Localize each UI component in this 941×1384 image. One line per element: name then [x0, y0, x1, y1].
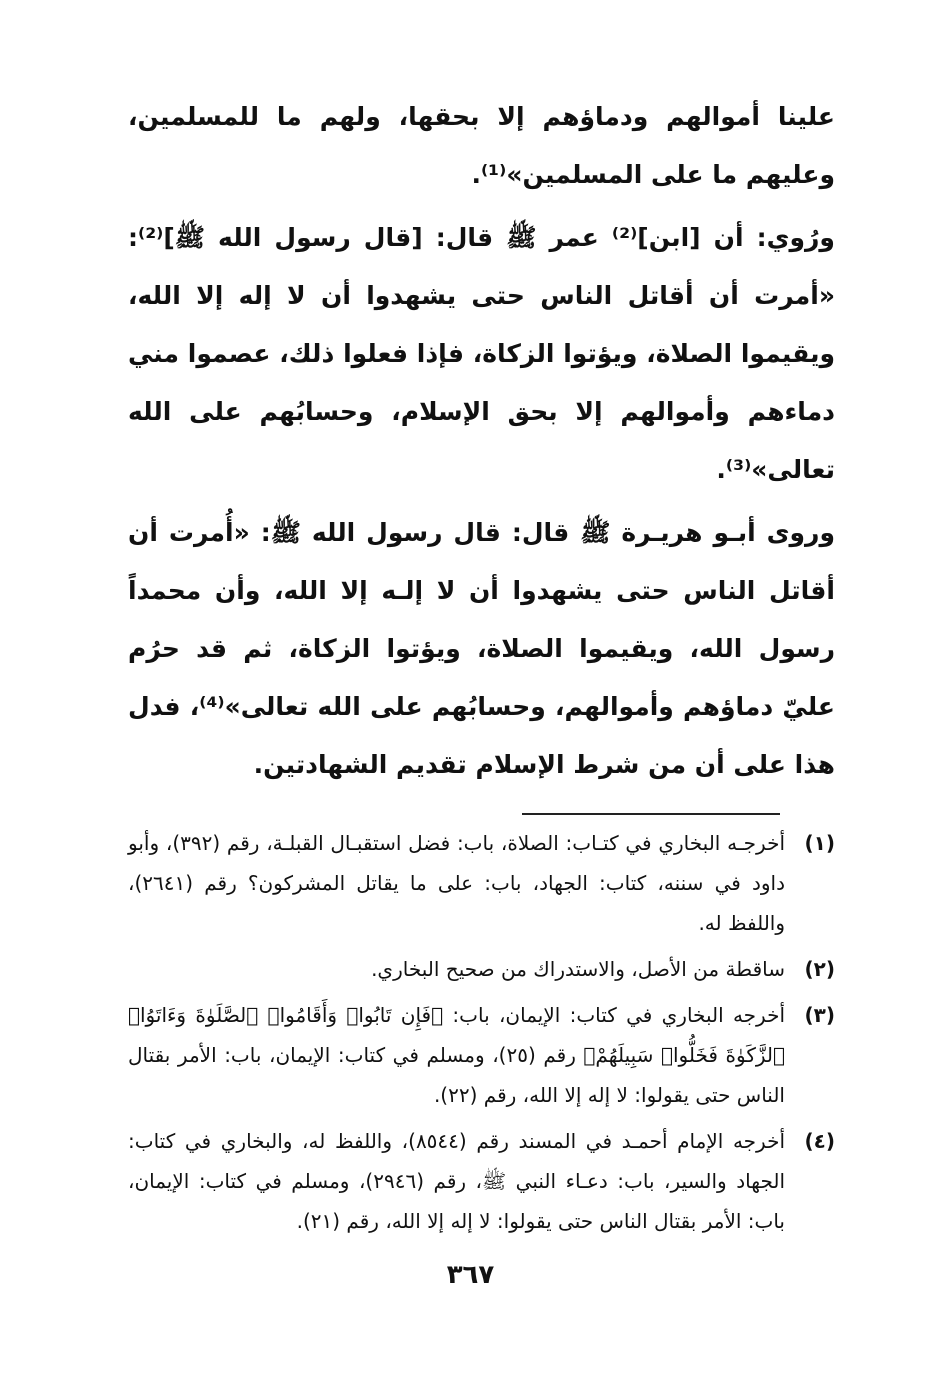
footnote-1	[128, 823, 835, 943]
paragraph-3: وروى أبـو هريـرة ﷺ قال: قال رسول الله ﷺ: «أُمرت أن أقاتل الناس حتى يشهدوا أن لا إلـه إلا الله، وأن محمداً رسول الله، ويقيموا الصلاة، ويؤتوا الزكاة، ثم قد حرُم عليّ دماؤهم وأموالهم، وحسابُهم على الله تعالى»⁽⁴⁾، فدل هذا على أن من شرط الإسلام تقديم الشهادتين.	[128, 518, 836, 779]
footnote-text: ساقطة من الأصل، والاستدراك من صحيح البخاري.	[371, 957, 785, 981]
page-number: ٣٦٧	[446, 1260, 495, 1290]
footnote-number: (٣)	[804, 1003, 835, 1027]
footnote-2	[128, 949, 835, 989]
footnote-text: أخرجـه البخاري في كتـاب: الصلاة، باب: فضل استقبـال القبلـة، رقم (٣٩٢)، وأبو داود في سننه، كتاب: الجهاد، باب: على ما يقاتل المشركون؟ رقم (٢٦٤١)، واللفظ له.	[128, 831, 785, 935]
footnote-text: أخرجه الإمام أحمـد في المسند رقم (٨٥٤٤)، واللفظ له، والبخاري في كتاب: الجهاد والسير، باب: دعـاء النبي ﷺ، رقم (٢٩٤٦)، ومسلم في كتاب: الإيمان، باب: الأمر بقتال الناس حتى يقولوا: لا إله إلا الله، رقم (٢١).	[128, 1129, 786, 1233]
footnote-number: (١)	[804, 831, 835, 855]
paragraph-1: علينا أموالهم ودماؤهم إلا بحقها، ولهم ما للمسلمين، وعليهم ما على المسلمين»⁽¹⁾.	[128, 102, 835, 189]
footnote-separator-wrap	[128, 799, 835, 819]
footnote-separator	[522, 813, 780, 815]
page-body	[128, 88, 835, 1247]
footnote-text: أخرجه البخاري في كتاب: الإيمان، باب: ﴿فَإِن تَابُوا۟ وَأَقَامُوا۟ ٱلصَّلَوٰةَ وَءَاتَوُا۟ ٱلزَّكَوٰةَ فَخَلُّوا۟ سَبِيلَهُمْ﴾ رقم (٢٥)، ومسلم في كتاب: الإيمان، باب: الأمر بقتال الناس حتى يقولوا: لا إله إلا الله، رقم (٢٢).	[128, 1003, 785, 1107]
footnotes	[128, 823, 835, 1241]
footnote-4	[128, 1121, 835, 1241]
footnote-number: (٤)	[804, 1129, 835, 1153]
paragraph-2: ورُوي: أن [ابن]⁽²⁾ عمر ﷺ قال: [قال رسول الله ﷺ]⁽²⁾: «أمرت أن أقاتل الناس حتى يشهدوا أن لا إله إلا الله، ويقيموا الصلاة، ويؤتوا الزكاة، فإذا فعلوا ذلك، عصموا مني دماءهم وأموالهم إلا بحق الإسلام، وحسابُهم على الله تعالى»⁽³⁾.	[128, 223, 835, 484]
footnote-number: (٢)	[804, 957, 835, 981]
footnote-3	[128, 995, 835, 1115]
